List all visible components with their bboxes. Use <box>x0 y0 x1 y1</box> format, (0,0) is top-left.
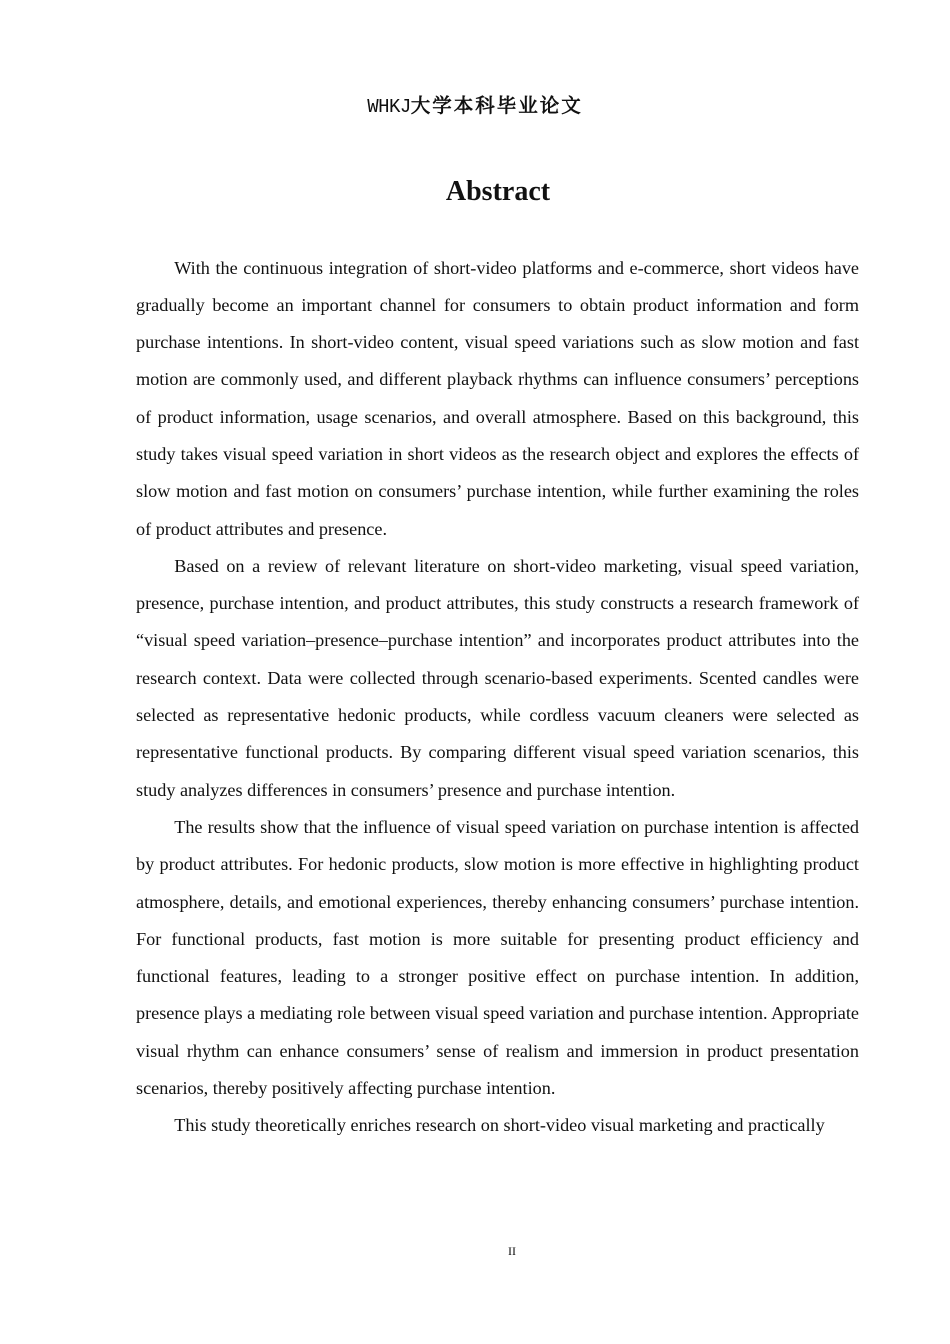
abstract-body <box>136 250 859 1145</box>
page-number: II <box>508 1244 516 1258</box>
header-thesis-label: 大学本科毕业论文 <box>410 94 583 117</box>
paragraph-1: With the continuous integration of short-video platforms and e-commerce, short videos have gradually become an important channel for consumers to obtain product information and form purchase intentions. In short-video content, visual speed variations such as slow motion and fast motion are commonly used, and different playback rhythms can influence consumers’ perceptions of product information, usage scenarios, and overall atmosphere. Based on this background, this study takes visual speed variation in short videos as the research object and explores the effects of slow motion and fast motion on consumers’ purchase intention, while further examining the roles of product attributes and presence. <box>136 257 859 539</box>
abstract-title: Abstract <box>445 176 551 207</box>
header-university-code: WHKJ <box>367 96 411 118</box>
paragraph-2: Based on a review of relevant literature on short-video marketing, visual speed variation, presence, purchase intention, and product attributes, this study constructs a research framework of “visual speed variation–presence–purchase intention” and incorporates product attributes into the research context. Data were collected through scenario-based experiments. Scented candles were selected as representative hedonic products, while cordless vacuum cleaners were selected as representative functional products. By comparing different visual speed variation scenarios, this study analyzes differences in consumers’ presence and purchase intention. <box>136 555 859 800</box>
paragraph-4: This study theoretically enriches research on short-video visual marketing and practically <box>174 1115 825 1136</box>
page-header <box>0 92 950 121</box>
paragraph-3: The results show that the influence of visual speed variation on purchase intention is affected by product attributes. For hedonic products, slow motion is more effective in highlighting product atmosphere, details, and emotional experiences, thereby enhancing consumers’ purchase intention. For functional products, fast motion is more suitable for presenting product efficiency and functional features, leading to a stronger positive effect on purchase intention. In addition, presence plays a mediating role between visual speed variation and purchase intention. Appropriate visual rhythm can enhance consumers’ sense of realism and immersion in product presentation scenarios, thereby positively affecting purchase intention. <box>136 816 859 1099</box>
